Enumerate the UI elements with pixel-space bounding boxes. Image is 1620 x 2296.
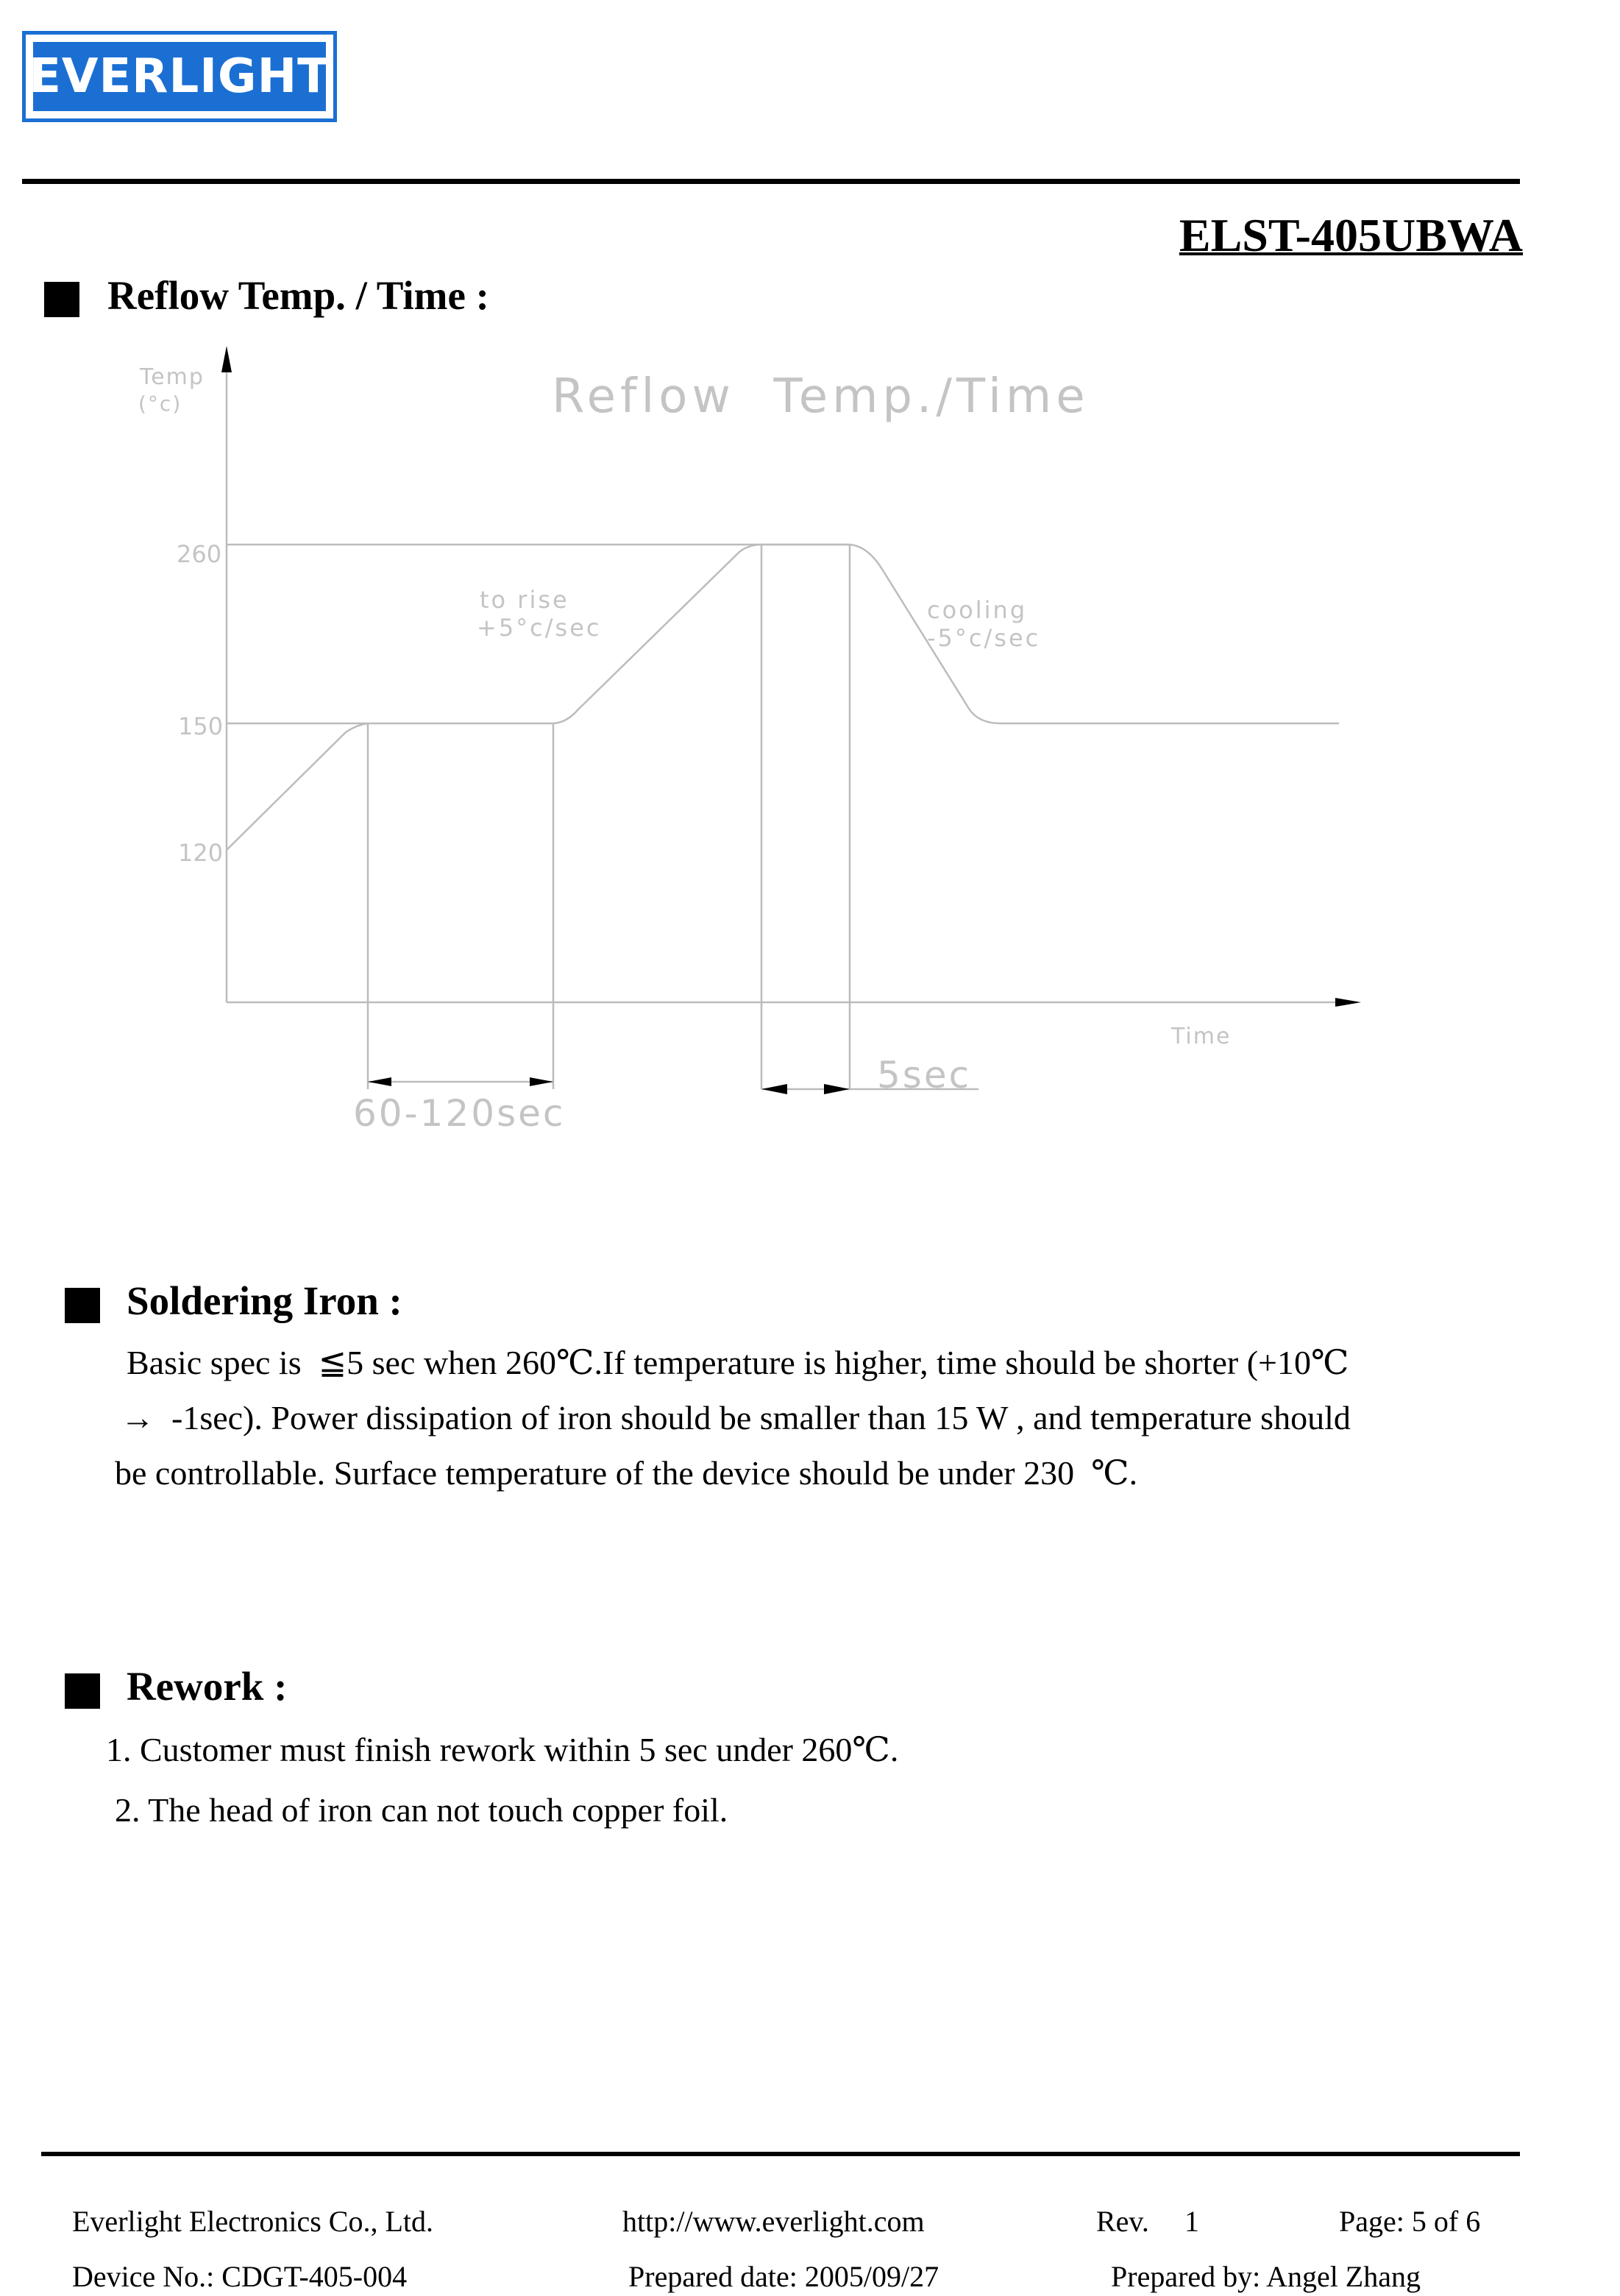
footer-prepared-date: Prepared date: 2005/09/27 — [628, 2260, 939, 2293]
y-tick-150: 150 — [178, 712, 224, 740]
footer-page: Page: 5 of 6 — [1339, 2205, 1481, 2238]
footer-url-link[interactable]: http://www.everlight.com — [622, 2205, 925, 2238]
soldering-line-3: be controllable. Surface temperature of the device should be under 230 ℃. — [115, 1454, 1138, 1492]
preheat-duration-label: 60-120sec — [353, 1092, 566, 1135]
rise-annotation-line2: +5°c/sec — [477, 614, 602, 642]
soldering-line-1: Basic spec is ≦5 sec when 260℃.If temperature is higher, time should be shorter (+10℃ — [127, 1344, 1349, 1381]
chart-title: Reflow Temp./Time — [552, 369, 1090, 424]
y-axis-arrow — [221, 346, 232, 372]
section-bullet — [65, 1288, 100, 1323]
reflow-profile-line — [227, 545, 1339, 850]
footer-device-no: Device No.: CDGT-405-004 — [72, 2260, 408, 2293]
section-bullet — [65, 1673, 100, 1709]
rework-item-1: 1. Customer must finish rework within 5 sec under 260℃. — [106, 1731, 899, 1768]
x-axis-label: Time — [1171, 1024, 1232, 1049]
x-axis-arrow — [1335, 998, 1361, 1007]
cool-annotation-line2: -5°c/sec — [927, 624, 1041, 652]
reflow-heading: Reflow Temp. / Time : — [107, 273, 489, 318]
preheat-arrow-left — [368, 1077, 391, 1086]
rework-item-2: 2. The head of iron can not touch copper foil. — [115, 1791, 728, 1829]
preheat-arrow-right — [530, 1077, 553, 1086]
peak-duration-label: 5sec — [877, 1054, 972, 1096]
logo-text: EVERLIGHT — [33, 42, 326, 111]
footer-company: Everlight Electronics Co., Ltd. — [72, 2205, 433, 2238]
soldering-heading: Soldering Iron : — [127, 1278, 402, 1323]
peak-arrow-left — [761, 1084, 787, 1094]
y-tick-120: 120 — [178, 839, 224, 867]
peak-arrow-right — [824, 1084, 850, 1094]
y-tick-260: 260 — [177, 540, 222, 568]
y-axis-unit: (°c) — [138, 391, 182, 416]
footer-rule — [41, 2152, 1520, 2156]
footer-rev-value: 1 — [1184, 2205, 1199, 2238]
footer-prepared-by: Prepared by: Angel Zhang — [1111, 2260, 1421, 2293]
footer-rev-label: Rev. — [1096, 2205, 1149, 2238]
y-axis-label: Temp — [140, 364, 205, 390]
rework-heading: Rework : — [127, 1664, 288, 1709]
cool-annotation-line1: cooling — [927, 596, 1028, 624]
soldering-line-2: → -1sec). Power dissipation of iron should be smaller than 15 W , and temperature should — [121, 1399, 1351, 1436]
part-number: ELST-405UBWA — [1179, 209, 1523, 261]
rise-annotation-line1: to rise — [480, 586, 569, 614]
